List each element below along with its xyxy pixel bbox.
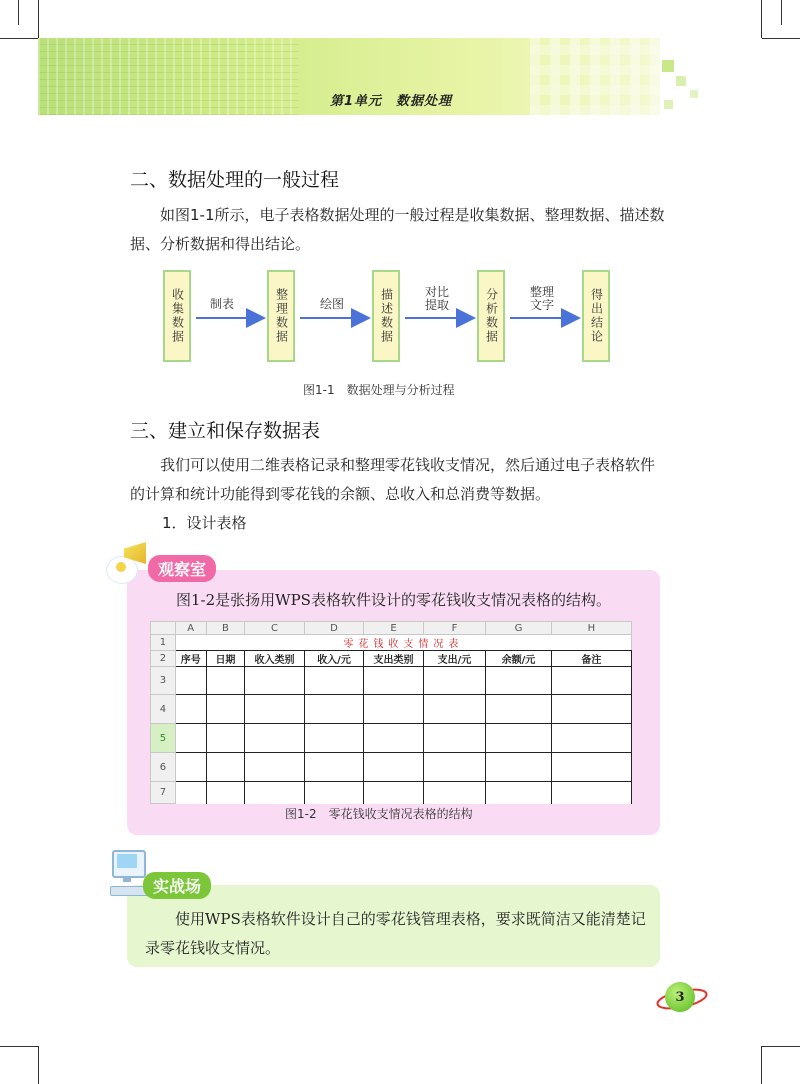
section-title: 三、建立和保存数据表 bbox=[130, 420, 321, 442]
chapter-title: 第1单元 数据处理 bbox=[330, 94, 453, 109]
header-row bbox=[151, 651, 632, 667]
arrow-label-tabulate: 制表 bbox=[210, 297, 235, 311]
arrow-label-line: 对比 bbox=[425, 285, 450, 299]
arrow-label-line: 整理 bbox=[530, 285, 555, 299]
flow-box-analyze: 分析数据 bbox=[477, 270, 505, 362]
header-cell: 支出/元 bbox=[423, 651, 485, 667]
row-number: 1 bbox=[151, 635, 176, 651]
observe-text: 图1-2是张扬用WPS表格软件设计的零花钱收支情况表格的结构。 bbox=[176, 591, 611, 609]
arrow-label-plot: 绘图 bbox=[320, 297, 345, 311]
table-row bbox=[151, 724, 632, 753]
table-row bbox=[151, 635, 632, 651]
header-cell: 序号 bbox=[175, 651, 206, 667]
paragraph: 如图1-1所示，电子表格数据处理的一般过程是收集数据、整理数据、描述数据、分析数据和得出结论。 bbox=[130, 206, 665, 253]
flow-box-describe: 描述数据 bbox=[372, 270, 400, 362]
row-number: 6 bbox=[151, 753, 176, 782]
page-number: 3 bbox=[665, 982, 695, 1012]
flow-arrows bbox=[0, 0, 800, 400]
table-row bbox=[151, 695, 632, 724]
flow-box-organize: 整理数据 bbox=[267, 270, 295, 362]
col-letter: B bbox=[206, 622, 245, 635]
table-row bbox=[151, 667, 632, 695]
row-number-selected: 5 bbox=[151, 724, 176, 753]
practice-badge: 实战场 bbox=[143, 872, 211, 899]
arrow-label-line: 文字 bbox=[530, 298, 555, 312]
figure-caption: 图1-2 零花钱收支情况表格的结构 bbox=[285, 807, 473, 821]
crop-mark bbox=[38, 1046, 39, 1084]
megaphone-flower-icon bbox=[102, 542, 150, 586]
row-number: 3 bbox=[151, 667, 176, 695]
col-letter: F bbox=[423, 622, 485, 635]
row-number: 7 bbox=[151, 782, 176, 804]
section-title: 二、数据处理的一般过程 bbox=[130, 169, 340, 191]
row-number: 2 bbox=[151, 651, 176, 667]
col-letter: H bbox=[551, 622, 631, 635]
col-letter: E bbox=[364, 622, 423, 635]
crop-mark bbox=[762, 1046, 800, 1047]
col-letter: A bbox=[175, 622, 206, 635]
header-cell: 支出类别 bbox=[364, 651, 423, 667]
column-header-row bbox=[151, 622, 632, 635]
header-cell: 收入类别 bbox=[245, 651, 304, 667]
header-cell: 备注 bbox=[551, 651, 631, 667]
corner-cell bbox=[151, 622, 176, 635]
col-letter: G bbox=[486, 622, 551, 635]
header-cell: 收入/元 bbox=[304, 651, 364, 667]
arrow-label-line: 提取 bbox=[425, 298, 450, 312]
spreadsheet-structure bbox=[150, 621, 632, 804]
header-cell: 日期 bbox=[206, 651, 245, 667]
arrow-label-summarize bbox=[530, 286, 554, 312]
practice-text: 使用WPS表格软件设计自己的零花钱管理表格，要求既简洁又能清楚记录零花钱收支情况。 bbox=[145, 910, 646, 957]
figure-caption: 图1-1 数据处理与分析过程 bbox=[303, 383, 455, 397]
arrow-label-compare bbox=[425, 286, 449, 312]
table-row bbox=[151, 753, 632, 782]
flow-box-collect: 收集数据 bbox=[163, 270, 191, 362]
observe-badge: 观察室 bbox=[148, 555, 216, 582]
row-number: 4 bbox=[151, 695, 176, 724]
flow-box-conclude: 得出结论 bbox=[582, 270, 610, 362]
table-row bbox=[151, 782, 632, 804]
crop-mark bbox=[0, 1046, 38, 1047]
sheet-title: 零花钱收支情况表 bbox=[175, 635, 631, 651]
crop-mark bbox=[761, 1046, 762, 1084]
col-letter: C bbox=[245, 622, 304, 635]
header-cell: 余额/元 bbox=[486, 651, 551, 667]
subsection-title: 1．设计表格 bbox=[162, 514, 247, 532]
col-letter: D bbox=[304, 622, 364, 635]
paragraph: 我们可以使用二维表格记录和整理零花钱收支情况，然后通过电子表格软件的计算和统计功能得到零花钱的余额、总收入和总消费等数据。 bbox=[130, 456, 656, 503]
